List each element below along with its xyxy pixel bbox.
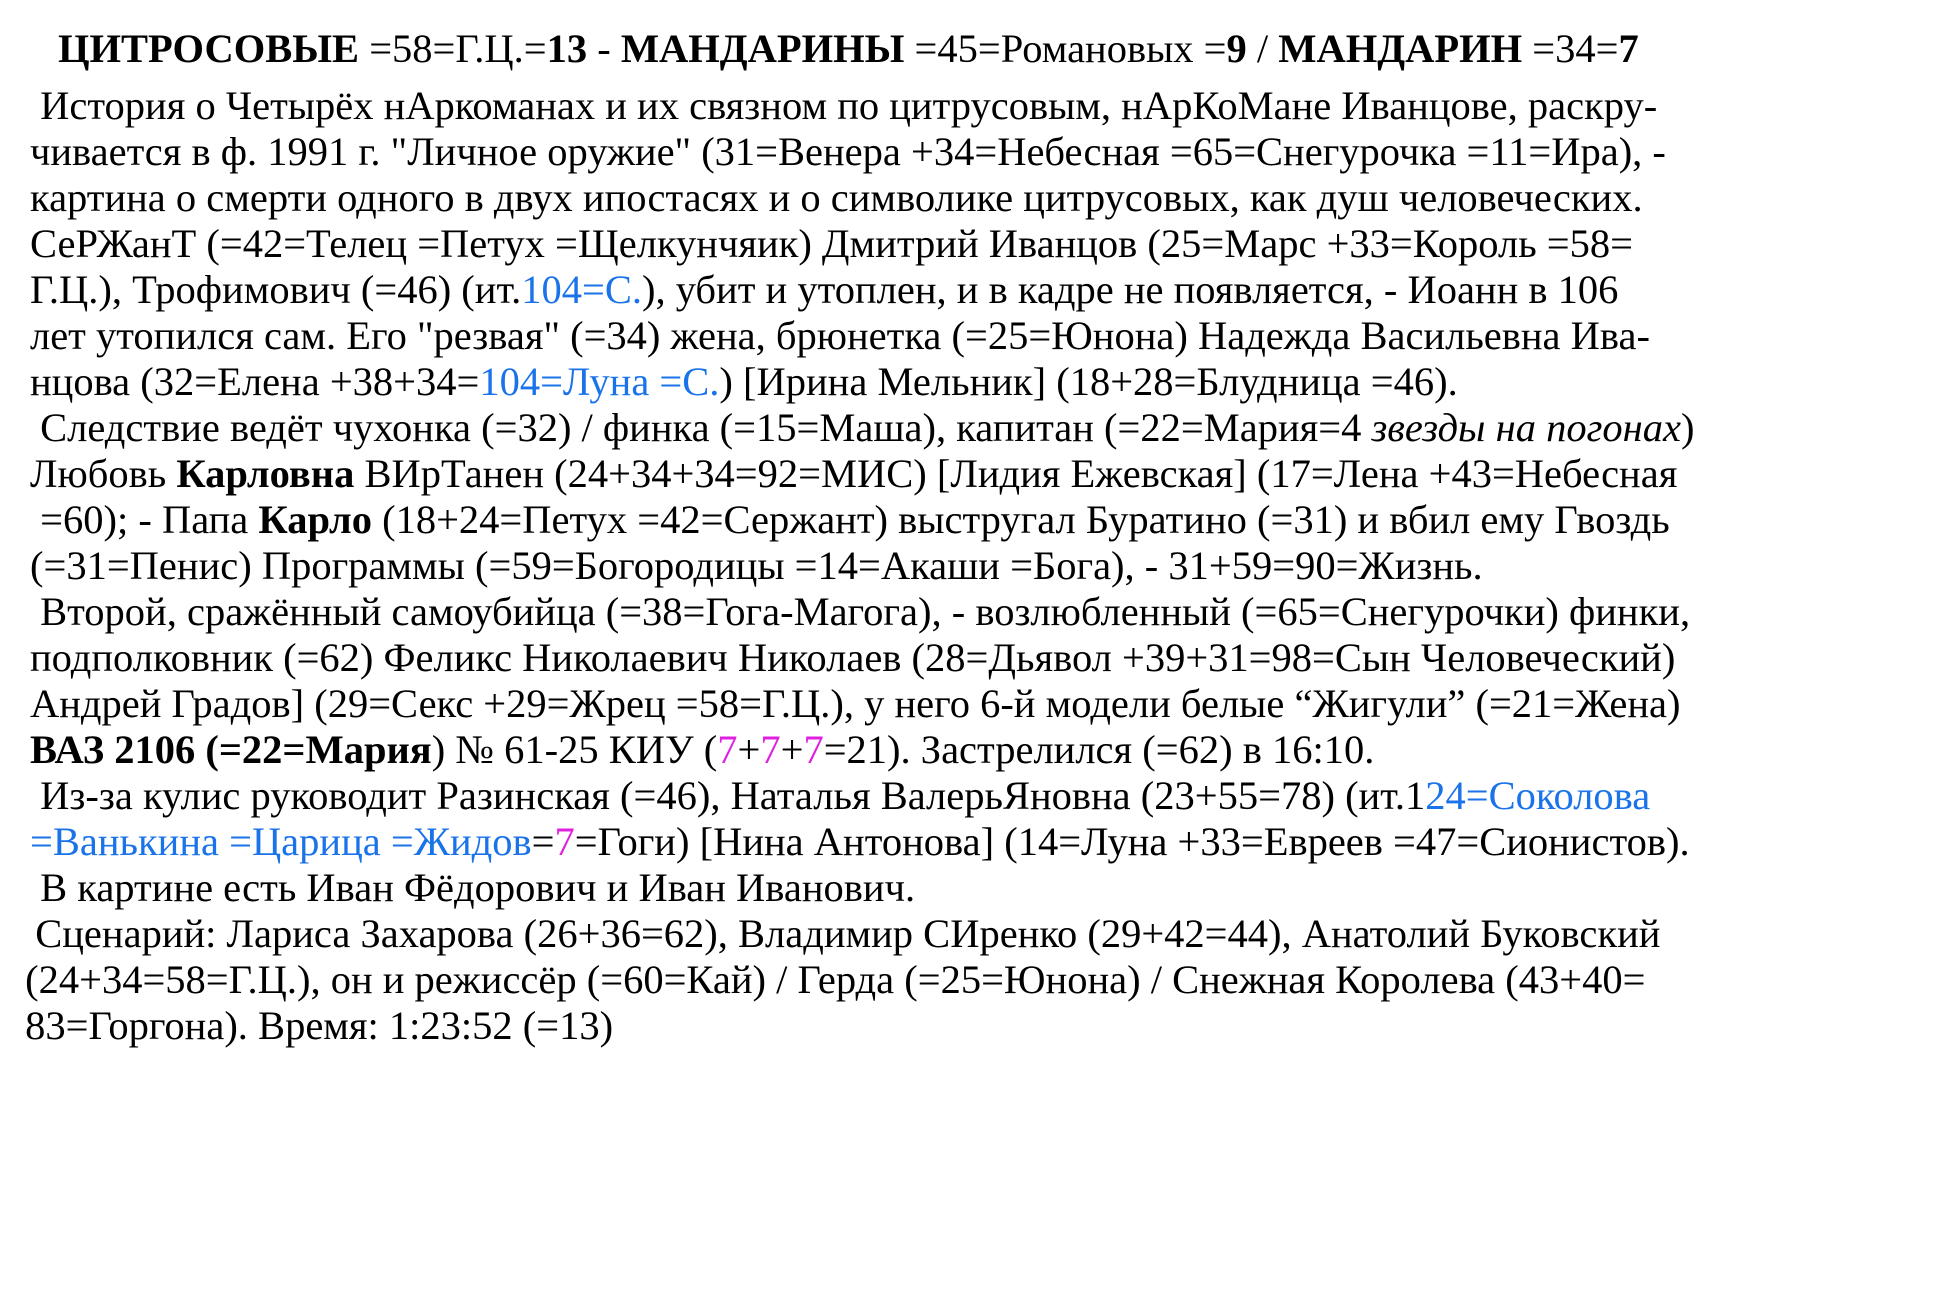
text-segment: картина о смерти одного в двух ипостасях и о символике цитрусовых, как душ человеческих. xyxy=(30,175,1643,220)
text-segment: Андрей Градов] (29=Секс +29=Жрец =58=Г.Ц.), у него 6-й модели белые “Жигули” (=21=Жена) xyxy=(30,681,1681,726)
text-segment: =45=Романовых = xyxy=(904,26,1227,71)
text-segment: / xyxy=(1246,26,1279,71)
text-segment: (18+24=Петух =42=Сержант) выстругал Буратино (=31) и вбил ему Гвоздь xyxy=(371,497,1670,542)
text-segment: В картине есть Иван Фёдорович и Иван Иванович. xyxy=(30,865,916,910)
text-segment: =60); - Папа xyxy=(30,497,259,542)
text-segment: ), убит и утоплен, и в кадре не появляется, - Иоанн в 106 xyxy=(641,267,1619,312)
text-segment: чивается в ф. 1991 г. "Личное оружие" (31=Венера +34=Небесная =65=Снегурочка =11=Ира), - xyxy=(30,129,1666,174)
text-segment: Карловна xyxy=(176,451,355,496)
text-segment: Сценарий: Лариса Захарова (26+36=62), Владимир СИренко (29+42=44), Анатолий Буковский xyxy=(15,911,1661,956)
text-segment: + xyxy=(780,727,804,772)
text-segment: =Ванькина =Царица =Жидов xyxy=(30,819,532,864)
text-segment: ) № 61-25 КИУ ( xyxy=(431,727,718,772)
text-segment: ) xyxy=(1680,405,1695,450)
text-segment: =Гоги) [Нина Антонова] (14=Луна +33=Евреев =47=Сионистов). xyxy=(574,819,1690,864)
text-segment: =34= xyxy=(1522,26,1619,71)
text-segment: 9 xyxy=(1226,26,1247,71)
text-line xyxy=(15,999,613,1053)
text-segment: 24=Соколова xyxy=(1425,773,1651,818)
text-segment: 104=Луна =С. xyxy=(479,359,720,404)
text-segment: МАНДАРИНЫ xyxy=(620,26,905,71)
text-segment: Из-за кулис руководит Разинская (=46), Наталья ВалерьЯновна (23+55=78) (ит.1 xyxy=(30,773,1426,818)
text-segment: Карло xyxy=(258,497,372,542)
text-segment: Второй, сражённый самоубийца (=38=Гога-Магога), - возлюбленный (=65=Снегурочки) финки, xyxy=(30,589,1691,634)
text-segment: подполковник (=62) Феликс Николаевич Николаев (28=Дьявол +39+31=98=Сын Человеческий) xyxy=(30,635,1676,680)
text-segment: Следствие ведёт чухонка (=32) / финка (=15=Маша), капитан (=22=Мария=4 xyxy=(30,405,1372,450)
text-segment: 104=С. xyxy=(521,267,642,312)
text-segment: 7 xyxy=(760,727,781,772)
text-segment: 13 xyxy=(546,26,588,71)
text-segment: МАНДАРИН xyxy=(1278,26,1523,71)
text-segment: ) [Ирина Мельник] (18+28=Блудница =46). xyxy=(719,359,1458,404)
text-segment: История о Четырёх нАркоманах и их связном по цитрусовым, нАрКоМане Иванцове, раскру- xyxy=(30,83,1658,128)
text-segment: Любовь xyxy=(30,451,177,496)
text-segment: звезды на погонах xyxy=(1371,405,1681,450)
text-segment: 7 xyxy=(554,819,575,864)
text-segment: СеРЖанТ (=42=Телец =Петух =Щелкунчяик) Дмитрий Иванцов (25=Марс +33=Король =58= xyxy=(30,221,1633,266)
text-segment: лет утопился сам. Его "резвая" (=34) жена, брюнетка (=25=Юнона) Надежда Васильевна Ива- xyxy=(30,313,1650,358)
text-segment: 7 xyxy=(717,727,738,772)
text-segment: + xyxy=(737,727,761,772)
text-segment: (=31=Пенис) Программы (=59=Богородицы =14=Акаши =Бога), - 31+59=90=Жизнь. xyxy=(30,543,1483,588)
text-segment: 7 xyxy=(1618,26,1639,71)
text-segment: нцова (32=Елена +38+34= xyxy=(30,359,480,404)
text-segment: ЦИТРОСОВЫЕ xyxy=(58,26,360,71)
text-segment: ВАЗ 2106 (=22=Мария xyxy=(30,727,432,772)
text-segment: Г.Ц.), Трофимович (=46) (ит. xyxy=(30,267,522,312)
text-segment: (24+34=58=Г.Ц.), он и режиссёр (=60=Кай) / Герда (=25=Юнона) / Снежная Королева (43+40= xyxy=(15,957,1646,1002)
text-segment: =58=Г.Ц.= xyxy=(359,26,547,71)
text-segment: ВИрТанен (24+34+34=92=МИС) [Лидия Ежевская] (17=Лена +43=Небесная xyxy=(354,451,1678,496)
text-segment: - xyxy=(587,26,621,71)
text-segment: = xyxy=(531,819,555,864)
text-segment: 7 xyxy=(803,727,824,772)
document-heading xyxy=(58,22,1639,76)
text-segment: 83=Горгона). Время: 1:23:52 (=13) xyxy=(15,1003,614,1048)
text-segment: =21). Застрелился (=62) в 16:10. xyxy=(823,727,1375,772)
